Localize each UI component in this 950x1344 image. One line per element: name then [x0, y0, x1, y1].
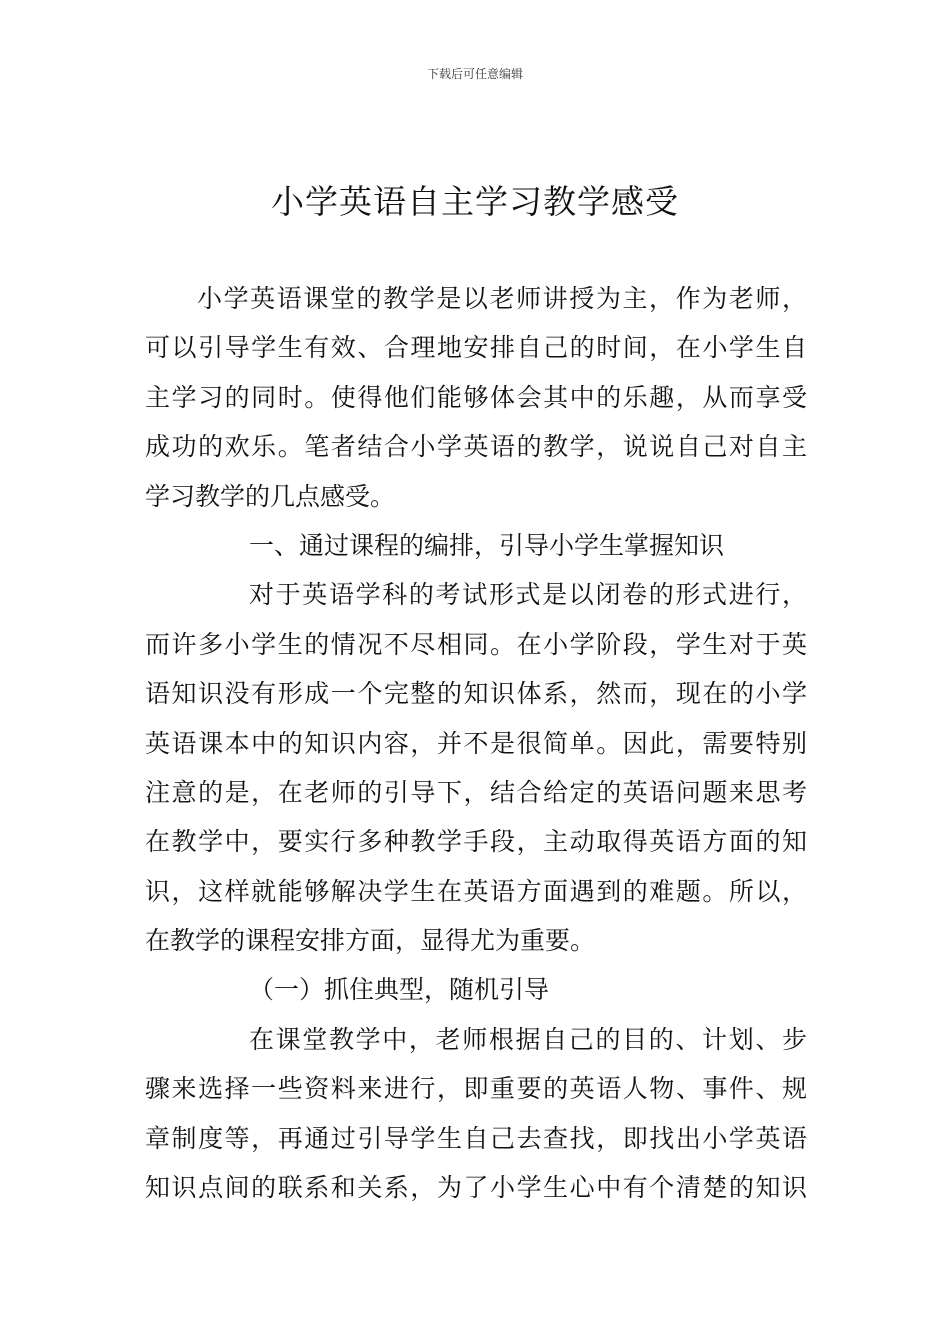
paragraph-line: 学习教学的几点感受。 [145, 481, 396, 511]
subsection-heading: （一）抓住典型，随机引导 [249, 975, 550, 1005]
paragraph-line: 注意的是，在老师的引导下，结合给定的英语问题来思考 [145, 777, 807, 807]
section-heading: 一、通过课程的编排，引导小学生掌握知识 [249, 530, 725, 560]
paragraph-line: 在教学中，要实行多种教学手段，主动取得英语方面的知 [145, 827, 807, 857]
paragraph-line: 而许多小学生的情况不尽相同。在小学阶段，学生对于英 [145, 629, 807, 659]
document-body [145, 274, 807, 1212]
paragraph-line: 语知识没有形成一个完整的知识体系，然而，现在的小学 [145, 679, 807, 709]
paragraph-line: 可以引导学生有效、合理地安排自己的时间，在小学生自 [145, 333, 807, 363]
header-note: 下载后可任意编辑 [426, 67, 523, 81]
paragraph-line: 主学习的同时。使得他们能够体会其中的乐趣，从而享受 [145, 382, 807, 412]
paragraph-line: 成功的欢乐。笔者结合小学英语的教学，说说自己对自主 [145, 432, 807, 462]
paragraph-line: 骤来选择一些资料来进行，即重要的英语人物、事件、规 [145, 1074, 807, 1104]
paragraph-line: 章制度等，再通过引导学生自己去查找，即找出小学英语 [145, 1123, 807, 1153]
paragraph-line: 在教学的课程安排方面，显得尤为重要。 [145, 926, 596, 956]
paragraph-line: 小学英语课堂的教学是以老师讲授为主，作为老师， [197, 284, 807, 313]
document-title: 小学英语自主学习教学感受 [271, 182, 679, 221]
paragraph-line: 英语课本中的知识内容，并不是很简单。因此，需要特别 [145, 728, 807, 758]
paragraph-line: 知识点间的联系和关系，为了小学生心中有个清楚的知识 [145, 1173, 807, 1203]
paragraph-line: 在课堂教学中，老师根据自己的目的、计划、步 [249, 1024, 807, 1054]
paragraph-line: 对于英语学科的考试形式是以闭卷的形式进行， [249, 580, 807, 610]
paragraph-line: 识，这样就能够解决学生在英语方面遇到的难题。所以， [145, 876, 807, 906]
